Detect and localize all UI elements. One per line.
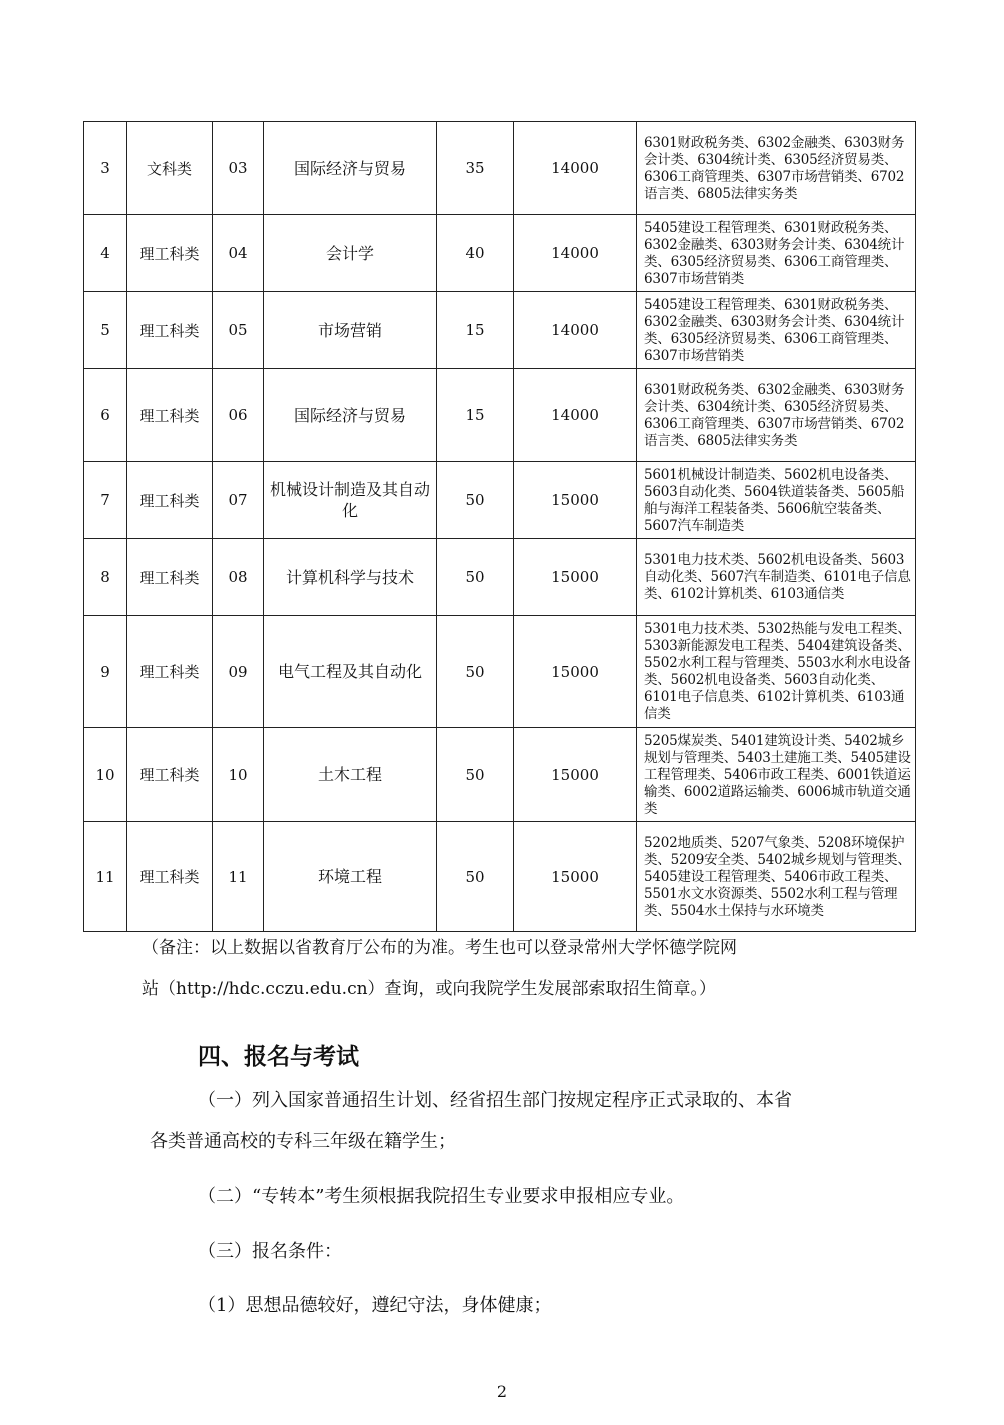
paragraph-3: （三）报名条件： (198, 1241, 342, 1262)
row-quota: 50 (437, 462, 514, 539)
table-row (84, 292, 916, 369)
row-quota: 50 (437, 616, 514, 728)
row-requirements: 5405建设工程管理类、6301财政税务类、6302金融类、6303财务会计类、6304统计类、6305经济贸易类、6306工商管理类、6307市场营销类 (637, 292, 916, 369)
table-row (84, 122, 916, 215)
paragraph-1-line-2: 各类普通高校的专科三年级在籍学生； (150, 1131, 456, 1152)
row-requirements: 6301财政税务类、6302金融类、6303财务会计类、6304统计类、6305经济贸易类、6306工商管理类、6307市场营销类、6702语言类、6805法律实务类 (637, 122, 916, 215)
table-row (84, 215, 916, 292)
row-major-name: 市场营销 (264, 292, 437, 369)
row-major-code: 07 (213, 462, 264, 539)
row-major-name: 机械设计制造及其自动化 (264, 462, 437, 539)
table-row (84, 822, 916, 932)
row-major-name: 环境工程 (264, 822, 437, 932)
table-row (84, 539, 916, 616)
row-tuition: 15000 (514, 728, 637, 822)
row-category: 理工科类 (127, 369, 213, 462)
row-quota: 50 (437, 728, 514, 822)
table-row (84, 462, 916, 539)
row-major-code: 11 (213, 822, 264, 932)
paragraph-4: （1）思想品德较好，遵纪守法，身体健康； (198, 1295, 552, 1316)
page-number: 2 (496, 1382, 508, 1401)
row-category: 理工科类 (127, 292, 213, 369)
row-category: 理工科类 (127, 215, 213, 292)
row-number: 3 (84, 122, 127, 215)
table-row (84, 369, 916, 462)
row-tuition: 15000 (514, 616, 637, 728)
row-tuition: 15000 (514, 539, 637, 616)
row-major-code: 05 (213, 292, 264, 369)
row-number: 4 (84, 215, 127, 292)
row-number: 11 (84, 822, 127, 932)
row-quota: 50 (437, 822, 514, 932)
table-note-line-1: （备注：以上数据以省教育厅公布的为准。考生也可以登录常州大学怀德学院网 (142, 938, 737, 958)
row-tuition: 14000 (514, 215, 637, 292)
row-major-name: 国际经济与贸易 (264, 122, 437, 215)
row-major-name: 计算机科学与技术 (264, 539, 437, 616)
row-number: 10 (84, 728, 127, 822)
row-tuition: 15000 (514, 822, 637, 932)
row-major-code: 10 (213, 728, 264, 822)
paragraph-2: （二）“专转本”考生须根据我院招生专业要求申报相应专业。 (198, 1186, 685, 1207)
row-category: 理工科类 (127, 616, 213, 728)
row-quota: 35 (437, 122, 514, 215)
row-tuition: 15000 (514, 462, 637, 539)
row-requirements: 5301电力技术类、5602机电设备类、5603自动化类、5607汽车制造类、6101电子信息类、6102计算机类、6103通信类 (637, 539, 916, 616)
row-category: 理工科类 (127, 539, 213, 616)
row-requirements: 5202地质类、5207气象类、5208环境保护类、5209安全类、5402城乡规划与管理类、5405建设工程管理类、5406市政工程类、5501水文水资源类、5502水利工程与管理类、5504水土保持与水环境类 (637, 822, 916, 932)
table-row (84, 728, 916, 822)
row-requirements: 5405建设工程管理类、6301财政税务类、6302金融类、6303财务会计类、6304统计类、6305经济贸易类、6306工商管理类、6307市场营销类 (637, 215, 916, 292)
row-number: 9 (84, 616, 127, 728)
row-number: 5 (84, 292, 127, 369)
row-major-name: 土木工程 (264, 728, 437, 822)
table-note-line-2: 站（http://hdc.cczu.edu.cn）查询，或向我院学生发展部索取招生简章。） (142, 979, 717, 999)
paragraph-1-line-1: （一）列入国家普通招生计划、经省招生部门按规定程序正式录取的、本省 (198, 1090, 792, 1111)
row-category: 理工科类 (127, 728, 213, 822)
row-major-name: 国际经济与贸易 (264, 369, 437, 462)
row-category: 文科类 (127, 122, 213, 215)
row-number: 6 (84, 369, 127, 462)
row-tuition: 14000 (514, 122, 637, 215)
row-number: 7 (84, 462, 127, 539)
enrollment-table (83, 121, 916, 932)
row-category: 理工科类 (127, 822, 213, 932)
row-quota: 15 (437, 292, 514, 369)
row-requirements: 5301电力技术类、5302热能与发电工程类、5303新能源发电工程类、5404建筑设备类、5502水利工程与管理类、5503水利水电设备类、5602机电设备类、5603自动化类、6101电子信息类、6102计算机类、6103通信类 (637, 616, 916, 728)
row-major-code: 08 (213, 539, 264, 616)
row-major-name: 会计学 (264, 215, 437, 292)
table-row (84, 616, 916, 728)
row-requirements: 6301财政税务类、6302金融类、6303财务会计类、6304统计类、6305经济贸易类、6306工商管理类、6307市场营销类、6702语言类、6805法律实务类 (637, 369, 916, 462)
row-category: 理工科类 (127, 462, 213, 539)
row-number: 8 (84, 539, 127, 616)
row-major-code: 09 (213, 616, 264, 728)
row-major-name: 电气工程及其自动化 (264, 616, 437, 728)
row-tuition: 14000 (514, 369, 637, 462)
row-quota: 40 (437, 215, 514, 292)
row-quota: 15 (437, 369, 514, 462)
enrollment-table-body (84, 122, 916, 932)
row-quota: 50 (437, 539, 514, 616)
row-requirements: 5601机械设计制造类、5602机电设备类、5603自动化类、5604铁道装备类、5605船舶与海洋工程装备类、5606航空装备类、5607汽车制造类 (637, 462, 916, 539)
row-major-code: 06 (213, 369, 264, 462)
row-major-code: 03 (213, 122, 264, 215)
section-heading: 四、报名与考试 (198, 1043, 359, 1070)
row-major-code: 04 (213, 215, 264, 292)
row-requirements: 5205煤炭类、5401建筑设计类、5402城乡规划与管理类、5403土建施工类、5405建设工程管理类、5406市政工程类、6001铁道运输类、6002道路运输类、6006城市轨道交通类 (637, 728, 916, 822)
row-tuition: 14000 (514, 292, 637, 369)
